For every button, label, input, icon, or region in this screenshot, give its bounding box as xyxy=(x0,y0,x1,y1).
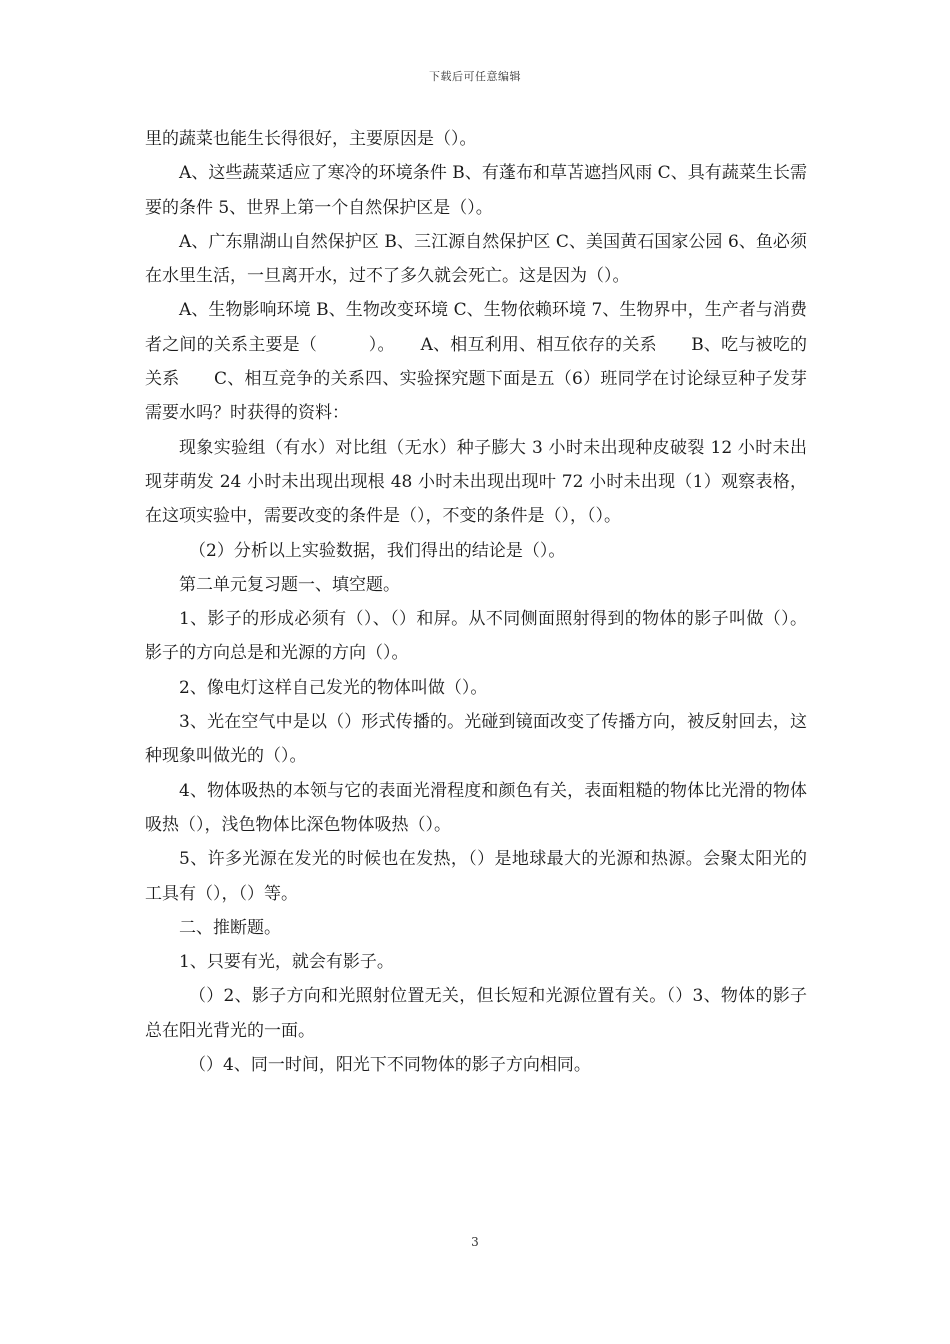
paragraph: 现象实验组（有水）对比组（无水）种子膨大 3 小时未出现种皮破裂 12 小时未出现芽萌发 24 小时未出现出现根 48 小时未出现出现叶 72 小时未出现（1）观察表格，在这项实验中，需要改变的条件是（），不变的条件是（），（）。 xyxy=(145,437,807,527)
page-number: 3 xyxy=(471,1235,479,1249)
paragraph: A、广东鼎湖山自然保护区 B、三江源自然保护区 C、美国黄石国家公园 6、鱼必须在水里生活，一旦离开水，过不了多久就会死亡。这是因为（）。 xyxy=(145,231,807,287)
paragraph: 4、物体吸热的本领与它的表面光滑程度和颜色有关，表面粗糙的物体比光滑的物体吸热（），浅色物体比深色物体吸热（）。 xyxy=(145,780,807,835)
paragraph: 5、许多光源在发光的时候也在发热，（）是地球最大的光源和热源。会聚太阳光的工具有（），（）等。 xyxy=(145,849,807,904)
paragraph: A、这些蔬菜适应了寒冷的环境条件 B、有蓬布和草苫遮挡风雨 C、具有蔬菜生长需要的条件 5、世界上第一个自然保护区是（）。 xyxy=(145,163,807,218)
paragraph: 1、影子的形成必须有（）、（）和屏。从不同侧面照射得到的物体的影子叫做（）。影子的方向总是和光源的方向（）。 xyxy=(145,609,807,664)
section-heading: 二、推断题。 xyxy=(179,917,281,938)
paragraph: 2、像电灯这样自己发光的物体叫做（）。 xyxy=(179,677,488,698)
paragraph: 1、只要有光，就会有影子。 xyxy=(179,952,394,973)
section-heading: 第二单元复习题一、填空题。 xyxy=(179,574,400,595)
paragraph: （2）分析以上实验数据，我们得出的结论是（）。 xyxy=(189,540,566,561)
paragraph: A、生物影响环境 B、生物改变环境 C、生物依赖环境 7、生物界中，生产者与消费者之间的关系主要是（ ）。 A、相互利用、相互依存的关系 B、吃与被吃的关系 C、相互竞争的关系四、实验探究题下面是五（6）班同学在讨论绿豆种子发芽需要水吗？时获得的资料： xyxy=(145,300,807,424)
page-header: 下载后可任意编辑 xyxy=(429,70,521,83)
paragraph: （）4、同一时间，阳光下不同物体的影子方向相同。 xyxy=(189,1055,591,1076)
paragraph: 3、光在空气中是以（）形式传播的。光碰到镜面改变了传播方向，被反射回去，这种现象叫做光的（）。 xyxy=(145,712,807,767)
document-body xyxy=(145,122,807,1082)
paragraph: （）2、影子方向和光照射位置无关，但长短和光源位置有关。（）3、物体的影子总在阳光背光的一面。 xyxy=(145,986,807,1041)
paragraph: 里的蔬菜也能生长得很好，主要原因是（）。 xyxy=(145,129,477,149)
